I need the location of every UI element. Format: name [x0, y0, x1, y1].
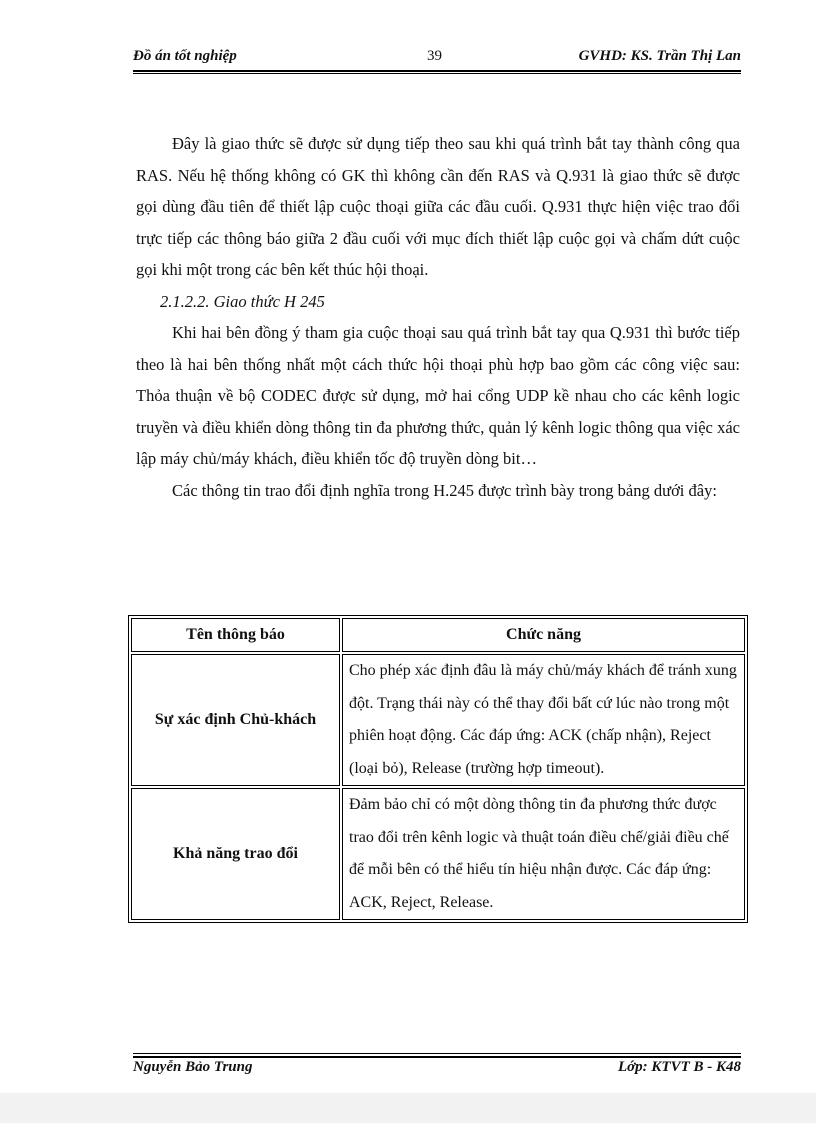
table-row [131, 654, 745, 786]
column-header-function: Chức năng [342, 618, 745, 652]
table-row [131, 788, 745, 920]
message-description: Cho phép xác định đâu là máy chủ/máy khách để tránh xung đột. Trạng thái này có thể thay đổi bất cứ lúc nào trong một phiên hoạt động. Các đáp ứng: ACK (chấp nhận), Reject (loại bỏ), Release (trường hợp timeout). [342, 654, 745, 786]
footer-class: Lớp: KTVT B - K48 [617, 1059, 741, 1075]
paragraph: Các thông tin trao đổi định nghĩa trong H.245 được trình bày trong bảng dưới đây: [172, 480, 717, 500]
table-header-row [131, 618, 745, 652]
footer-rule-thick [133, 1056, 741, 1058]
header-supervisor: GVHD: KS. Trần Thị Lan [578, 48, 741, 64]
message-name: Khả năng trao đổi [131, 788, 340, 920]
page-bottom-margin [0, 1093, 816, 1123]
message-description: Đảm bảo chỉ có một dòng thông tin đa phương thức được trao đổi trên kênh logic và thuật toán điều chế/giải điều chế để mỗi bên có thể hiểu tín hiệu nhận được. Các đáp ứng: ACK, Reject, Release. [342, 788, 745, 920]
message-name: Sự xác định Chủ-khách [131, 654, 340, 786]
footer-author: Nguyễn Bảo Trung [133, 1059, 253, 1075]
message-table [128, 615, 748, 923]
paragraph: Khi hai bên đồng ý tham gia cuộc thoại sau quá trình bắt tay qua Q.931 thì bước tiếp theo là hai bên thống nhất một cách thức hội thoại phù hợp bao gồm các công việc sau: Thỏa thuận về bộ CODEC được sử dụng, mở hai cổng UDP kề nhau cho các kênh logic truyền và điều khiển dòng thông tin đa phương thức, quản lý kênh logic thông qua việc xác lập máy chủ/máy khách, điều khiển tốc độ truyền dòng bit… [136, 323, 740, 468]
page-header [133, 48, 741, 70]
column-header-name: Tên thông báo [131, 618, 340, 652]
section-heading: 2.1.2.2. Giao thức H 245 [160, 291, 325, 311]
page-number: 39 [427, 48, 442, 64]
header-title: Đồ án tốt nghiệp [133, 48, 237, 64]
header-rule-thick [133, 70, 741, 72]
header-rule-thin [133, 73, 741, 74]
page-footer [133, 1059, 741, 1081]
document-body [136, 128, 740, 506]
footer-rule-thin [133, 1053, 741, 1054]
paragraph: Đây là giao thức sẽ được sử dụng tiếp theo sau khi quá trình bắt tay thành công qua RAS. Nếu hệ thống không có GK thì không cần đến RAS và Q.931 là giao thức sẽ được gọi dùng đầu tiên để thiết lập cuộc thoại giữa các đầu cuối. Q.931 thực hiện việc trao đổi trực tiếp các thông báo giữa 2 đầu cuối với mục đích thiết lập cuộc gọi và chấm dứt cuộc gọi khi một trong các bên kết thúc hội thoại. [136, 134, 740, 279]
